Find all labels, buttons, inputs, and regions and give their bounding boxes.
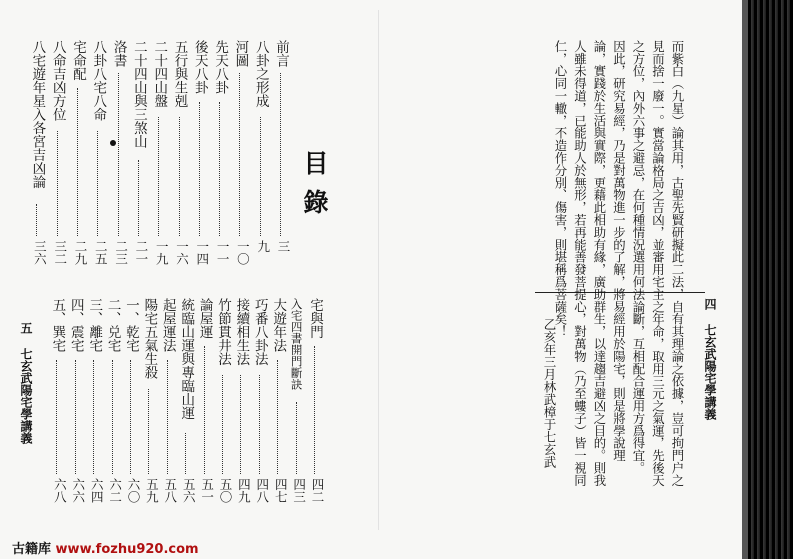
ink-dot-mark [110, 140, 116, 146]
preface-column: 因此，研究易經，乃是對萬物進一步的了解，將易經用於陽宅，則是將學說理 [611, 40, 627, 462]
toc-leader-dots [179, 117, 180, 237]
toc-entry-title: 後天八卦 [191, 40, 208, 94]
toc-entry-page: 三六 [32, 240, 48, 265]
toc-leader-dots [259, 375, 260, 475]
toc-entry-title: 起屋運法 [159, 298, 176, 352]
toc-leader-dots [118, 73, 119, 236]
toc-leader-dots [185, 433, 186, 475]
toc-entry-title: 二十四山與三煞山 [130, 40, 147, 148]
toc-leader-dots [204, 346, 205, 475]
toc-entry-title: 巧番八卦法 [251, 298, 268, 366]
toc-leader-dots [219, 102, 220, 236]
toc-leader-dots [36, 204, 37, 237]
toc-entry-title: 宅與門 [307, 298, 323, 339]
toc-entry-title: 竹節貫井法 [215, 298, 231, 366]
toc-entry-page: 六八 [52, 478, 68, 503]
toc-entry-page: 五〇 [218, 478, 233, 503]
toc-entry-page: 六四 [89, 478, 105, 503]
toc-leader-dots [199, 102, 200, 236]
toc-entry-title: 大遊年法 [270, 298, 287, 352]
toc-entry-page: 六二 [107, 478, 123, 503]
toc-leader-dots [57, 131, 58, 236]
watermark-url: www.fozhu920.com [55, 542, 199, 557]
preface-column: 論，實踐於生活與實際，更藉此相助有緣，廣助群生，以達趨吉避凶之目的。則我 [592, 40, 607, 487]
toc-entry-title: 統臨山運與專臨山運 [178, 298, 195, 420]
toc-entry-page: 一〇 [235, 240, 251, 265]
page-footer: 五 七玄武陽宅學講義 [19, 322, 33, 444]
toc-leader-dots [239, 73, 240, 236]
toc-leader-dots [277, 360, 278, 474]
toc-leader-dots [158, 117, 159, 237]
toc-entry-title: 二十四山盤 [151, 40, 168, 108]
toc-entry-page: 二一 [133, 240, 149, 265]
toc-entry-title: 八宅遊年星入各宮吉凶論 [29, 40, 46, 189]
toc-entry-page: 四三 [291, 478, 307, 503]
toc-entry-title: 一、乾宅 [123, 298, 139, 352]
toc-entry-page: 五八 [162, 478, 178, 503]
toc-entry-page: 五六 [181, 478, 197, 503]
toc-leader-dots [97, 131, 98, 236]
toc-entry-title: 五行與生剋 [171, 40, 188, 108]
toc-entry-title: 二、兑宅 [104, 298, 121, 352]
toc-entry-title: 洛書 [110, 40, 127, 67]
toc-entry-title: 五、巽宅 [49, 298, 66, 352]
toc-entry-page: 六〇 [126, 478, 141, 503]
toc-entry-title: 八卦八宅八命 [90, 40, 107, 121]
scan-dark-edge [742, 0, 793, 559]
toc-entry-page: 四九 [236, 478, 252, 503]
toc-leader-dots [112, 360, 113, 474]
preface-column: 仁，心同一轍，不造作分別、傷害，則堪稱爲菩薩矣！ [553, 40, 568, 338]
toc-leader-dots [148, 389, 149, 474]
toc-leader-dots [240, 375, 241, 475]
preface-column: 見而捨一廢一。實當論格局之吉凶，並審用宅主之年命，取用三元之氣運，先後天 [650, 40, 666, 487]
toc-entry-page: 四七 [273, 478, 289, 503]
toc-leader-dots [280, 73, 281, 236]
toc-leader-dots [296, 402, 297, 474]
toc-title: 目錄 [300, 150, 329, 228]
toc-leader-dots [75, 360, 76, 474]
toc-leader-dots [314, 346, 315, 475]
toc-entry-page: 三 [276, 240, 291, 253]
toc-entry-page: 三二 [52, 240, 68, 265]
toc-entry-title: 河圖 [232, 40, 249, 67]
toc-entry-title: 前言 [273, 40, 289, 67]
toc-entry-page: 五九 [144, 478, 160, 503]
toc-entry-title: 三、離宅 [86, 298, 103, 352]
toc-entry-title: 接續相生法 [233, 298, 250, 366]
toc-entry-page: 一六 [174, 240, 190, 265]
toc-entry-page: 一九 [154, 240, 170, 265]
preface-column: 人雖未得道，已能助人於無形，若再能善發菩提心，對萬物（乃至螻子）皆一視同 [572, 40, 588, 487]
toc-leader-dots [93, 360, 94, 474]
preface-column: 之方位，內外六事之避忌，在何種情況選用何法論斷，互相配合運用方爲得宜。 [631, 40, 646, 474]
toc-entry-page: 二五 [93, 240, 109, 265]
toc-entry-title: 四、震宅 [67, 298, 84, 352]
toc-leader-dots [222, 375, 223, 475]
toc-entry-page: 五一 [199, 478, 215, 503]
toc-entry-page: 一四 [194, 240, 210, 265]
toc-entry-title: 八命吉凶方位 [49, 40, 66, 121]
page-fold [378, 10, 379, 530]
toc-leader-dots [56, 360, 57, 474]
toc-leader-dots [167, 360, 168, 474]
toc-entry-title: 論屋運 [196, 298, 213, 339]
toc-entry-title: 入宅四書開門斷訣 [289, 298, 304, 390]
toc-entry-title: 先天八卦 [212, 40, 229, 94]
toc-entry-title: 陽宅五氣生殺 [141, 298, 158, 379]
toc-entry-title: 八卦之形成 [252, 40, 269, 108]
toc-leader-dots [260, 117, 261, 237]
site-watermark [12, 538, 199, 557]
toc-entry-page: 一一 [215, 240, 231, 265]
toc-entry-page: 九 [255, 240, 271, 253]
toc-entry-page: 二九 [73, 240, 88, 265]
preface-column: 而紫白（九星）論其用，古聖先賢研擬此二法，自有其理論之依據，豈可拘門户之 [670, 40, 685, 487]
toc-entry-page: 六六 [70, 478, 86, 503]
toc-leader-dots [77, 88, 78, 237]
toc-entry-page: 四八 [254, 478, 270, 503]
toc-entry-page: 四二 [310, 478, 325, 503]
toc-leader-dots [130, 360, 131, 474]
toc-entry-title: 宅命配 [70, 40, 86, 81]
preface-signature: 乙亥年三月林武樟于七玄武 [542, 318, 557, 468]
page-header: 四 七玄武陽宅學講義 [703, 298, 717, 420]
toc-entry-page: 二三 [113, 240, 129, 265]
watermark-site: 古籍库 [12, 542, 52, 557]
toc-leader-dots [138, 160, 139, 236]
